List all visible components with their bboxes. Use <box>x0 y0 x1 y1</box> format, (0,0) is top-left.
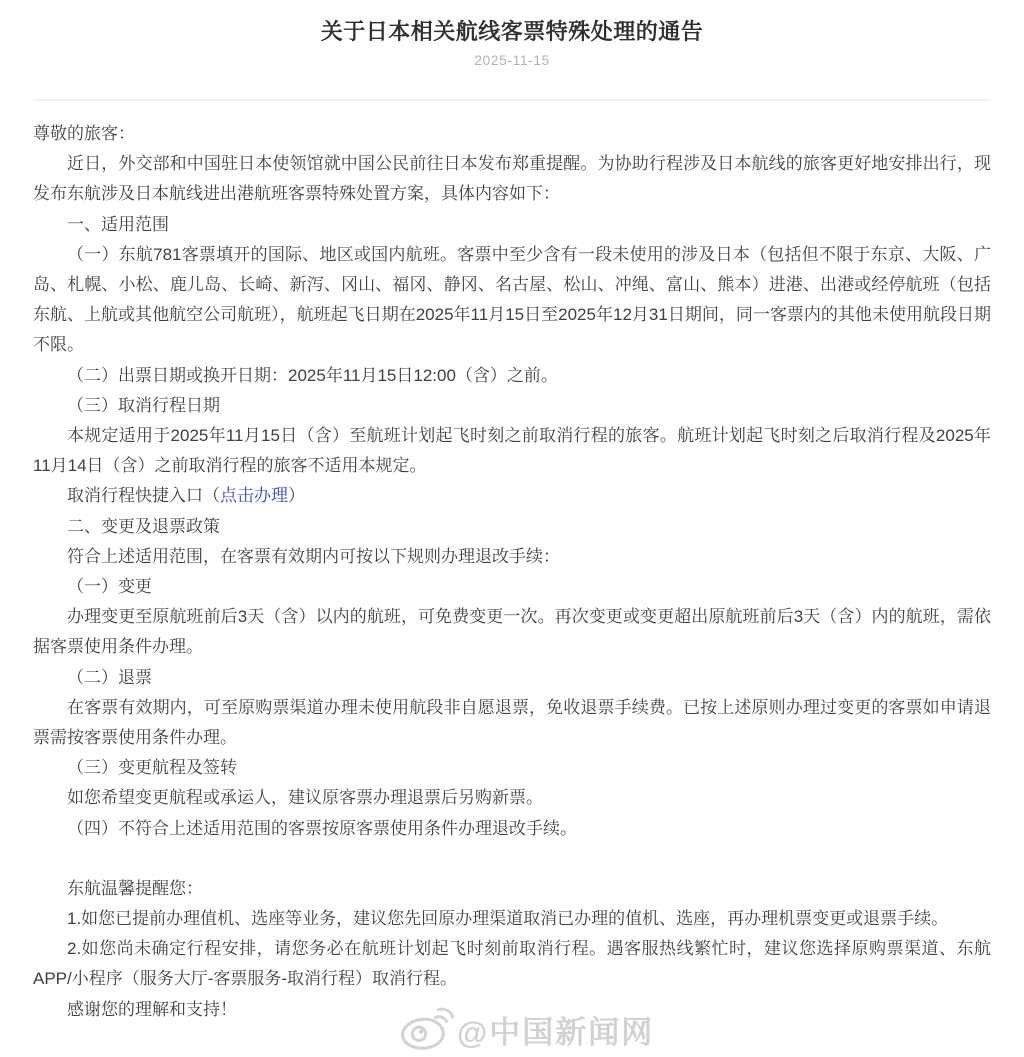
refund-heading: （二）退票 <box>67 667 152 687</box>
reroute-text: 如您希望变更航程或承运人，建议原客票办理退票后另购新票。 <box>67 788 543 808</box>
section2-heading: 二、变更及退票政策 <box>67 516 220 536</box>
change-text: 办理变更至原航班前后3天（含）以内的航班，可免费变更一次。再次变更或变更超出原航班前后3天（含）内的航班，需依据客票使用条件办理。 <box>33 607 991 657</box>
reminder-item-1: 1.如您已提前办理值机、选座等业务，建议您先回原办理渠道取消已办理的值机、选座，再办理机票变更或退票手续。 <box>67 909 949 929</box>
cancel-entry-prefix: 取消行程快捷入口（ <box>67 486 220 506</box>
other-rule: （四）不符合上述适用范围的客票按原客票使用条件办理退改手续。 <box>67 818 577 838</box>
watermark-text: @中国新闻网 <box>457 1014 655 1050</box>
refund-text: 在客票有效期内，可至原购票渠道办理未使用航段非自愿退票，免收退票手续费。已按上述原则办理过变更的客票如申请退票需按客票使用条件办理。 <box>33 697 991 748</box>
cancel-entry-suffix: ） <box>288 486 305 506</box>
policy-lead: 符合上述适用范围，在客票有效期内可按以下规则办理退改手续： <box>67 546 560 566</box>
reminder-item-2: 2.如您尚未确定行程安排，请您务必在航班计划起飞时刻前取消行程。遇客服热线繁忙时，建议您选择原购票渠道、东航APP/小程序（服务大厅-客票服务-取消行程）取消行程。 <box>33 939 991 989</box>
salutation: 尊敬的旅客： <box>33 124 135 143</box>
closing-line: 感谢您的理解和支持！ <box>67 999 237 1019</box>
intro-paragraph: 近日，外交部和中国驻日本使领馆就中国公民前往日本发布郑重提醒。为协助行程涉及日本航线的旅客更好地安排出行，现发布东航涉及日本航线进出港航班客票特殊处置方案，具体内容如下： <box>33 154 991 204</box>
change-heading: （一）变更 <box>67 577 152 597</box>
notice-body <box>33 119 991 1025</box>
reminder-heading: 东航温馨提醒您： <box>67 878 203 898</box>
cancel-date-heading: （三）取消行程日期 <box>67 395 220 415</box>
cancel-date-rule: 本规定适用于2025年11月15日（含）至航班计划起飞时刻之前取消行程的旅客。航班计划起飞时刻之后取消行程及2025年11月14日（含）之前取消行程的旅客不适用本规定。 <box>33 426 991 476</box>
cancel-entry-line <box>33 481 991 511</box>
reroute-heading: （三）变更航程及签转 <box>67 758 237 778</box>
blank-line <box>33 844 991 874</box>
section1-heading: 一、适用范围 <box>67 214 169 234</box>
publish-date: 2025-11-15 <box>474 52 550 68</box>
scope-item: （一）东航781客票填开的国际、地区或国内航班。客票中至少含有一段未使用的涉及日本（包括但不限于东京、大阪、广岛、札幌、小松、鹿儿岛、长崎、新泻、冈山、福冈、静冈、名古屋、松山、冲绳、富山、熊本）进港、出港或经停航班（包括东航、上航或其他航空公司航班），航班起飞日期在2025年11月15日至2025年12月31日期间，同一客票内的其他未使用航段日期不限。 <box>33 244 991 355</box>
page-title: 关于日本相关航线客票特殊处理的通告 <box>320 19 704 44</box>
header-divider <box>33 99 991 101</box>
ticketing-date-item: （二）出票日期或换开日期：2025年11月15日12:00（含）之前。 <box>67 365 558 385</box>
notice-header <box>0 0 1024 70</box>
cancel-trip-link[interactable]: 点击办理 <box>220 486 288 506</box>
